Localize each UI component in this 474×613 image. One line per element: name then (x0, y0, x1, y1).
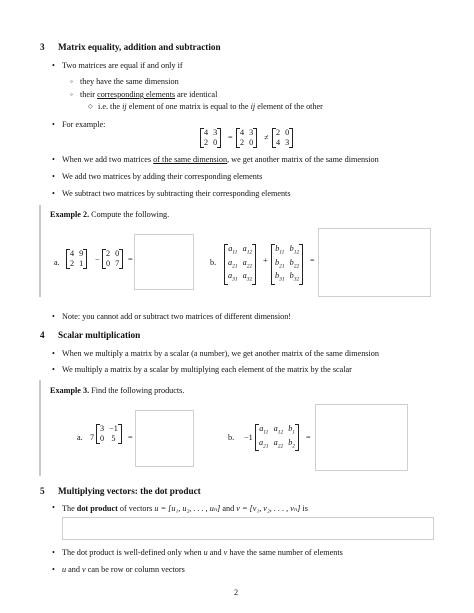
matrix-cell: 1 (79, 259, 84, 268)
math-text: v (82, 565, 86, 574)
bullet-text: We multiply a matrix by a scalar by multiplying each element of the matrix by the scalar (62, 365, 352, 374)
matrix (236, 128, 257, 148)
bullet-text: We add two matrices by adding their corresponding elements (62, 172, 263, 181)
matrix-cell: 2 (240, 138, 245, 147)
matrix-cell: 2 (106, 249, 111, 258)
matrix-cell: 4 (276, 138, 281, 147)
matrix-cell: 0 (249, 138, 254, 147)
example-label: Example 3. (50, 386, 90, 395)
matrix-cell: $a_{21}$ (259, 437, 269, 450)
equals-sign: = (128, 433, 133, 442)
matrix (96, 424, 122, 444)
matrix-cell: 9 (79, 249, 84, 258)
answer-box[interactable] (315, 404, 408, 471)
text: is (300, 504, 308, 513)
part-label: a. (54, 258, 60, 267)
matrix-cell: $b_{21}$ (275, 257, 285, 270)
text: i.e. the (98, 102, 123, 111)
example-bar (39, 380, 41, 476)
matrix-cell: $a_{21}$ (228, 257, 238, 270)
text: their (80, 90, 98, 99)
bullet-item (62, 312, 291, 321)
text: of vectors (117, 504, 155, 513)
part-label: a. (77, 433, 83, 442)
matrix (224, 244, 256, 285)
matrix-cell: $b_{12}$ (289, 244, 300, 256)
section-title: Multiplying vectors: the dot product (58, 486, 201, 496)
matrix-cell: $a_{11}$ (228, 244, 238, 256)
underlined-text: corresponding elements (97, 90, 176, 99)
matrix-cell: $a_{12}$ (242, 244, 253, 256)
text: and (66, 565, 83, 574)
bullet-item (62, 349, 379, 358)
bullet-text: When we multiply a matrix by a scalar (a number), we get another matrix of the same dimension (62, 349, 379, 358)
matrix-cell: $a_{12}$ (273, 424, 284, 436)
bullet-item (62, 61, 183, 70)
matrix-cell: $b_1$ (288, 424, 296, 436)
bullet-text: Two matrices are equal if and only if (62, 61, 183, 70)
matrix-cell: 3 (100, 424, 105, 433)
matrix-cell: $a_{22}$ (273, 437, 284, 450)
answer-box[interactable] (134, 234, 194, 290)
matrix-grid (66, 249, 87, 269)
matrix-grid (236, 128, 257, 148)
matrix-grid (96, 424, 122, 444)
math-text: v (223, 548, 228, 557)
sub-sub-bullet-item (98, 102, 323, 111)
example-3-heading (50, 386, 184, 395)
matrix (272, 128, 293, 148)
bullet-item (62, 548, 343, 557)
matrix-grid (255, 424, 299, 451)
bullet-item (62, 120, 105, 129)
matrix-cell: $a_{22}$ (242, 257, 253, 270)
section-4-heading (40, 330, 140, 340)
matrix-cell: 0 (285, 128, 290, 137)
matrix-cell: 0 (115, 249, 120, 258)
part-label: b. (228, 433, 235, 442)
matrix (255, 424, 299, 451)
bullet-text: For example: (62, 120, 106, 129)
text: element of the other (255, 102, 323, 111)
page-number: 2 (234, 588, 239, 597)
matrix-cell: 0 (106, 259, 111, 268)
text: , we get another matrix of the same dimension (227, 155, 379, 164)
bullet-item (62, 155, 379, 164)
bullet-item (62, 565, 185, 574)
matrix-cell: 3 (285, 138, 290, 147)
matrix-grid (200, 128, 221, 148)
bullet-item (62, 172, 262, 181)
section-3-heading (40, 42, 221, 52)
math-text: ij (250, 102, 256, 111)
section-number: 3 (40, 42, 45, 52)
example-bar (39, 205, 41, 297)
matrix-cell: 0 (100, 434, 105, 443)
answer-box[interactable] (318, 228, 431, 297)
example-text: Compute the following. (91, 210, 170, 219)
matrix-cell: 0 (213, 138, 218, 147)
matrix-cell: $a_{31}$ (228, 271, 238, 283)
matrix (66, 249, 87, 269)
bold-text: dot product (76, 504, 118, 513)
math-text: v = [v₁, v₂, . . . , vₙ] (236, 504, 301, 513)
matrix-cell: $a_{32}$ (242, 271, 253, 283)
text: When we add two matrices (62, 155, 154, 164)
text: The (62, 504, 77, 513)
section-title: Scalar multiplication (58, 330, 141, 340)
scalar: 7 (90, 433, 95, 442)
section-number: 5 (40, 486, 45, 496)
bullet-text: We subtract two matrices by subtracting their corresponding elements (62, 189, 291, 198)
matrix (200, 128, 221, 148)
part-label: b. (210, 258, 217, 267)
example-label: Example 2. (50, 210, 90, 219)
matrix-cell: 4 (204, 128, 209, 137)
math-text: u = [u₁, u₂, . . . , uₙ] (154, 504, 221, 513)
matrix-cell: 3 (213, 128, 218, 137)
matrix-grid (102, 249, 123, 269)
bullet-text: they have the same dimension (80, 77, 179, 86)
example-text: Find the following products. (91, 386, 185, 395)
equals-sign: = (228, 133, 233, 142)
scalar: −1 (244, 433, 253, 442)
equals-sign: = (310, 256, 315, 265)
text: and (220, 504, 237, 513)
section-number: 4 (40, 330, 45, 340)
matrix-cell: 2 (204, 138, 209, 147)
bullet-text: Note: you cannot add or subtract two matrices of different dimension! (62, 312, 292, 321)
equals-sign: = (306, 433, 311, 442)
matrix-cell: $a_{11}$ (259, 424, 269, 436)
matrix (271, 244, 303, 285)
matrix-cell: 3 (249, 128, 254, 137)
math-text: ij (122, 102, 127, 111)
answer-box[interactable] (62, 517, 434, 540)
matrix-cell: 4 (70, 249, 75, 258)
matrix-cell: $b_{31}$ (275, 271, 285, 283)
section-5-heading (40, 486, 201, 496)
text: have the same number of elements (227, 548, 343, 557)
text: The dot product is well-defined only when (62, 548, 204, 557)
sub-bullet-item (80, 77, 179, 86)
math-text: u (62, 565, 67, 574)
sub-bullet-item (80, 90, 217, 99)
matrix-cell: −1 (109, 424, 118, 433)
matrix-grid (272, 128, 293, 148)
not-equal-sign: ≠ (264, 133, 269, 142)
matrix-cell: 7 (115, 259, 120, 268)
matrix-cell: 2 (276, 128, 281, 137)
text: element of one matrix is equal to the (126, 102, 251, 111)
underlined-text: of the same dimension (153, 155, 228, 164)
text: and (207, 548, 224, 557)
math-text: u (203, 548, 208, 557)
example-2-heading (50, 210, 169, 219)
bullet-item (62, 503, 308, 513)
matrix-cell: $b_2$ (288, 437, 296, 450)
text: are identical (175, 90, 218, 99)
matrix-grid (271, 244, 303, 285)
matrix-cell: $b_{32}$ (289, 271, 300, 283)
matrix-grid (224, 244, 256, 285)
matrix-cell: 4 (240, 128, 245, 137)
minus-sign: − (95, 255, 100, 264)
plus-sign: + (263, 256, 268, 265)
equals-sign: = (128, 255, 133, 264)
matrix-cell: 5 (111, 434, 116, 443)
matrix-cell: $b_{11}$ (275, 244, 285, 256)
matrix-cell: $b_{22}$ (289, 257, 300, 270)
section-title: Matrix equality, addition and subtraction (58, 42, 221, 52)
matrix-cell: 2 (70, 259, 75, 268)
text: can be row or column vectors (85, 565, 185, 574)
bullet-item (62, 189, 291, 198)
bullet-item (62, 365, 352, 374)
matrix (102, 249, 123, 269)
answer-box[interactable] (135, 410, 194, 467)
